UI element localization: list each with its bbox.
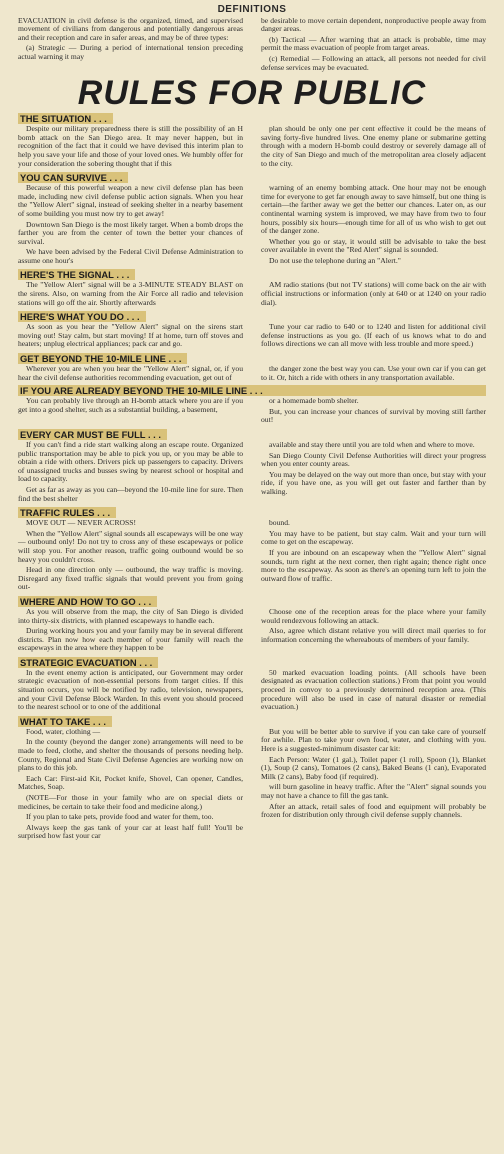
section-column-left bbox=[18, 519, 243, 594]
section-column-left bbox=[18, 728, 243, 843]
section-columns bbox=[18, 125, 486, 170]
paragraph: In the event enemy action is anticipated, our Government may order strategic evacuation of non-essential persons from target cities. If this situation occurs, you will be notified by radio, television, newspapers, and your Civil Defense Block Warden. In this event you should proceed to the nearest school or to one of the additional bbox=[18, 667, 243, 712]
section-heading: STRATEGIC EVACUATION . . . bbox=[18, 657, 158, 668]
paragraph: available and stay there until you are told when and where to move. bbox=[269, 440, 475, 449]
section bbox=[18, 595, 486, 655]
section-column-right bbox=[261, 323, 486, 351]
paragraph: Tune your car radio to 640 or to 1240 and listen for additional civil defense instructions as you go. (If each of us knows what to do and follows directions we can all move with less trouble and more speed.) bbox=[261, 322, 486, 349]
paragraph: (b) Tactical — After warning that an attack is probable, time may permit the mass evacuation of people from target areas. bbox=[261, 34, 486, 53]
paragraph: Each Car: First-aid Kit, Pocket knife, Shovel, Can opener, Candles, Matches, Soap. bbox=[18, 773, 243, 792]
paragraph: You may have to be patient, but stay calm. Wait and your turn will come to get on the escapeway. bbox=[261, 528, 486, 547]
section-columns bbox=[18, 281, 486, 309]
paragraph: Each Person: Water (1 gal.), Toilet paper (1 roll), Spoon (1), Blanket (1), Soup (2 cans), Tomatoes (2 cans), Baked Beans (1 can), Evaporated Milk (2 cans), Baby food (if required). bbox=[261, 754, 486, 781]
paragraph: Despite our military preparedness there is still the possibility of an H bomb attack on the San Diego area. It may never happen, but in recognition of the fact that it could we have devised this interim plan to help you save your life and those of your loved ones. We humbly offer for your consideration the sobering thought that if this bbox=[18, 124, 243, 168]
paragraph: Wherever you are when you hear the "Yellow Alert" signal, or, if you hear the civil defense authorities recommending evacuation, get out of bbox=[18, 364, 243, 382]
section-column-right bbox=[261, 728, 486, 843]
section bbox=[18, 715, 486, 843]
paragraph: If you can't find a ride start walking along an escape route. Organized public transportation may be able to pick you up, or you may be able to obtain a ride with others. Drivers pick up passengers to capacity. Drivers of unassigned trucks and busses swing by nearest school or hospital and load to capacity. bbox=[18, 440, 243, 484]
paragraph: will burn gasoline in heavy traffic. After the "Alert" signal sounds you may not have a chance to fill the gas tank. bbox=[261, 782, 486, 800]
definitions-body bbox=[18, 17, 486, 75]
section-column-left bbox=[18, 608, 243, 655]
paragraph: AM radio stations (but not TV stations) will come back on the air with official instructions or information (only at 640 or at 1240 on your radio dial). bbox=[261, 280, 486, 307]
section-column-right bbox=[261, 125, 486, 170]
paragraph: We have been advised by the Federal Civil Defense Administration to assume one hour's bbox=[18, 247, 243, 265]
paragraph: After an attack, retail sales of food and equipment will probably be frozen for distribution only through civil defense supply channels. bbox=[261, 801, 486, 820]
section-heading: YOU CAN SURVIVE . . . bbox=[18, 172, 128, 183]
section bbox=[18, 268, 486, 309]
section bbox=[18, 656, 486, 714]
paragraph: Also, agree which distant relative you will direct mail queries to for information concerning the whereabouts of members of your family. bbox=[261, 626, 486, 644]
section-columns bbox=[18, 519, 486, 594]
section-heading: WHERE AND HOW TO GO . . . bbox=[18, 596, 157, 607]
section bbox=[18, 428, 486, 505]
paragraph: Get as far as away as you can—beyond the 10-mile line for sure. Then find the best shelter bbox=[18, 484, 243, 503]
paragraph: But, you can increase your chances of survival by moving still farther out! bbox=[261, 406, 486, 425]
paragraph: Head in one direction only — outbound, the way traffic is moving. Disregard any fixed traffic signals that would prevent you from going out- bbox=[18, 565, 243, 592]
section-columns bbox=[18, 441, 486, 505]
section bbox=[18, 352, 486, 384]
section-column-left bbox=[18, 397, 243, 427]
paragraph: Because of this powerful weapon a new civil defense plan has been made, including new civil defense public action signals. When you hear the "Yellow Alert" signal, instead of seeking shelter in a nearby basement of some building you must now try to get away! bbox=[18, 183, 243, 218]
section-column-right bbox=[261, 281, 486, 309]
paragraph: bound. bbox=[269, 518, 290, 528]
section-heading: GET BEYOND THE 10-MILE LINE . . . bbox=[18, 353, 187, 364]
paragraph: The "Yellow Alert" signal will be a 3-MINUTE STEADY BLAST on the sirens. Also, on warning from the Air Force all radio and television stations will go off the air. Shortly afterwards bbox=[18, 280, 243, 307]
paragraph: Choose one of the reception areas for the place where your family would rendezvous following an attack. bbox=[261, 606, 486, 625]
section-heading: TRAFFIC RULES . . . bbox=[18, 507, 116, 518]
section bbox=[18, 506, 486, 594]
paragraph: plan should be only one per cent effective it could be the means of saving forty-five hundred lives. One enemy plane or submarine getting through with a modern H-bomb could destroy or severely damage all of the city of San Diego and much of the metropolitan area closely adjacent to the city. bbox=[261, 124, 486, 168]
paragraph: Food, water, clothing — bbox=[26, 726, 101, 736]
paragraph: You can probably live through an H-bomb attack where you are if you get into a good shelter, such as a substantial building, a basement, bbox=[18, 396, 243, 414]
section bbox=[18, 310, 486, 351]
section-columns bbox=[18, 184, 486, 267]
section-column-right bbox=[261, 365, 486, 384]
paragraph: But you will be better able to survive if you can take care of yourself for awhile. Plan to take your own food, water, and clothing with you. Here is a suggested-minimum disaster car kit: bbox=[261, 726, 486, 754]
section-columns bbox=[18, 397, 486, 427]
paragraph: warning of an enemy bombing attack. One hour may not be enough time for everyone to get far enough away to save himself, but one thing is certain—the farther away we get the better our chances. Later on, as our continental warning system is improved, we may have from two to four hours, possibly six hours—enough time for all of us who wish to get out of the danger zone. bbox=[261, 183, 486, 236]
section-columns bbox=[18, 365, 486, 384]
definitions-left bbox=[18, 17, 243, 75]
paragraph: In the county (beyond the danger zone) arrangements will need to be made to feed, clothe, and shelter the thousands of persons needing help. County, Regional and State Civil Defense Agencies are working now on plans to do this job. bbox=[18, 737, 243, 773]
section-heading: IF YOU ARE ALREADY BEYOND THE 10-MILE LINE . . . bbox=[18, 385, 486, 396]
section-column-right bbox=[261, 519, 486, 594]
section-column-right bbox=[261, 184, 486, 267]
section-columns bbox=[18, 669, 486, 714]
section-column-left bbox=[18, 323, 243, 351]
paragraph: When the "Yellow Alert" signal sounds all escapeways will be one way — outbound only! Do not try to cross any of these escapeways or police will stop you. For another reason, traffic going outbound would be so heavy you couldn't cross. bbox=[18, 528, 243, 564]
section-heading: WHAT TO TAKE . . . bbox=[18, 716, 112, 727]
section bbox=[18, 385, 486, 427]
paragraph: or a homemade bomb shelter. bbox=[269, 396, 359, 406]
section-column-left bbox=[18, 669, 243, 714]
section-heading: HERE'S WHAT YOU DO . . . bbox=[18, 311, 146, 322]
paragraph: If you plan to take pets, provide food and water for them, too. bbox=[26, 812, 214, 822]
paragraph: (c) Remedial — Following an attack, all persons not needed for civil defense services may be evacuated. bbox=[261, 53, 486, 72]
section-column-right bbox=[261, 397, 486, 427]
section bbox=[18, 112, 486, 170]
definitions-right bbox=[261, 17, 486, 75]
section-column-right bbox=[261, 441, 486, 505]
paragraph: (a) Strategic — During a period of international tension preceding actual warning it may bbox=[18, 43, 243, 61]
paragraph: As soon as you hear the "Yellow Alert" signal on the sirens start moving out! Stay calm, but start moving! If at home, turn off stoves and heaters; unplug electrical appliances; pack car and go. bbox=[18, 322, 243, 349]
paragraph: San Diego County Civil Defense Authorities will direct your progress when you enter county areas. bbox=[261, 450, 486, 469]
paragraph: As you will observe from the map, the city of San Diego is divided into thirty-six districts, with planned escapeways to handle each. bbox=[18, 606, 243, 625]
definitions-title: DEFINITIONS bbox=[217, 4, 287, 15]
paragraph: You may be delayed on the way out more than once, but stay with your ride, if you have one, as you will get out faster and farther than by walking. bbox=[261, 469, 486, 496]
paragraph: (NOTE—For those in your family who are on special diets or medicines, be certain to take their food and medicine along.) bbox=[18, 793, 243, 811]
paragraph: Downtown San Diego is the most likely target. When a bomb drops the farther you are from the center of town the better your chances of survival. bbox=[18, 219, 243, 246]
section-column-right bbox=[261, 669, 486, 714]
paragraph: 50 marked evacuation loading points. (All schools have been designated as evacuation collection stations.) From that point you would proceed in convoy to a previously determined reception area. (This procedure will also be used in case of natural disaster or remedial evacuation.) bbox=[261, 667, 486, 712]
paragraph: Do not use the telephone during an "Alert." bbox=[269, 255, 401, 265]
sections bbox=[18, 112, 486, 843]
document bbox=[18, 6, 486, 844]
section-columns bbox=[18, 608, 486, 655]
section-column-right bbox=[261, 608, 486, 655]
paragraph: the danger zone the best way you can. Use your own car if you can get to it. Or, hitch a ride with others in any transportation available. bbox=[261, 364, 486, 382]
section-column-left bbox=[18, 365, 243, 384]
section-heading: HERE'S THE SIGNAL . . . bbox=[18, 269, 135, 280]
paragraph: be desirable to move certain dependent, nonproductive people away from danger areas. bbox=[261, 15, 486, 34]
section-heading: THE SITUATION . . . bbox=[18, 113, 113, 124]
section-column-left bbox=[18, 184, 243, 267]
section-columns bbox=[18, 323, 486, 351]
section-column-left bbox=[18, 281, 243, 309]
paragraph: If you are inbound on an escapeway when the "Yellow Alert" signal sounds, turn right at the next corner, then right again; thence right once more to the escapeway. As soon as there's an opening turn left to join the outward flow of traffic. bbox=[261, 547, 486, 583]
paragraph: EVACUATION in civil defense is the organized, timed, and supervised movement of civilians from dangerous and potentially dangerous areas and their reception and care in safer areas, and may be of three types: bbox=[18, 15, 243, 42]
paragraph: Always keep the gas tank of your car at least half full! You'll be surprised how fast your car bbox=[18, 822, 243, 841]
page-title: RULES FOR PUBLIC bbox=[77, 74, 427, 113]
paragraph: MOVE OUT — NEVER ACROSS! bbox=[26, 518, 136, 528]
paragraph: Whether you go or stay, it would still be advisable to take the best cover available in event the "Red Alert" signal is sounded. bbox=[261, 236, 486, 255]
section-heading: EVERY CAR MUST BE FULL . . . bbox=[18, 429, 167, 440]
section-column-left bbox=[18, 125, 243, 170]
section-column-left bbox=[18, 441, 243, 505]
section bbox=[18, 171, 486, 267]
paragraph: During working hours you and your family may be in several different districts. Plan now how each member of your family will reach the escapeways in the area where they happen to be bbox=[18, 626, 243, 653]
section-columns bbox=[18, 728, 486, 843]
